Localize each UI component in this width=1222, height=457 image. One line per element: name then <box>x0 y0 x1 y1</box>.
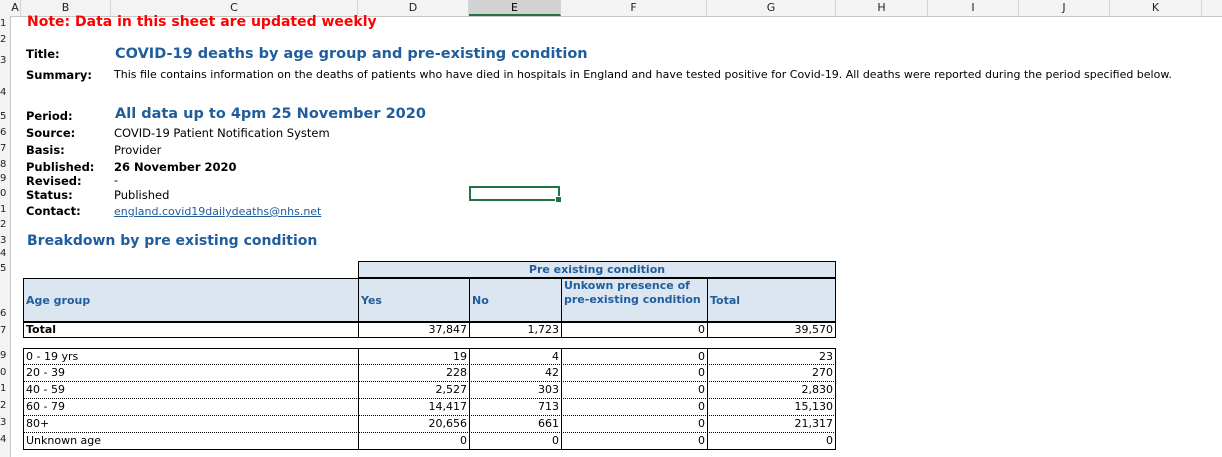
row-header[interactable]: 0 <box>0 367 7 378</box>
row-header[interactable]: 4 <box>0 434 7 445</box>
table-cell-yes: 19 <box>358 348 470 365</box>
total-header <box>707 278 836 322</box>
table-cell-unknown: 0 <box>561 348 708 365</box>
row-header[interactable]: 9 <box>0 173 7 184</box>
published-value: 26 November 2020 <box>114 160 237 174</box>
row-header[interactable]: 3 <box>0 417 7 428</box>
fill-handle[interactable] <box>555 196 562 203</box>
row-header[interactable]: 2 <box>0 400 7 411</box>
table-cell-age: 40 - 59 <box>23 382 359 399</box>
column-header-g[interactable]: G <box>707 0 836 16</box>
row-header[interactable]: 5 <box>0 111 7 122</box>
unknown-header-text: Unkown presence of pre-existing condition <box>564 279 701 306</box>
row-header[interactable]: 1 <box>0 383 7 394</box>
table-cell-yes: 0 <box>358 433 470 450</box>
summary-label: Summary: <box>26 68 92 82</box>
table-cell-no: 0 <box>469 433 562 450</box>
table-cell-yes: 20,656 <box>358 416 470 433</box>
table-cell-age: 80+ <box>23 416 359 433</box>
table-cell-age: Unknown age <box>23 433 359 450</box>
yes-header <box>358 278 470 322</box>
table-cell-no: 713 <box>469 399 562 416</box>
row-header[interactable]: 4 <box>0 248 7 259</box>
table-cell-unknown: 0 <box>561 433 708 450</box>
table-cell-no: 661 <box>469 416 562 433</box>
no-header <box>469 278 562 322</box>
revised-label: Revised: <box>26 174 82 188</box>
table-cell-no: 42 <box>469 365 562 382</box>
row-header[interactable]: 1 <box>0 204 7 215</box>
row-header[interactable]: 2 <box>0 34 7 45</box>
table-cell-total: 0 <box>707 433 836 450</box>
age-group-header <box>23 278 359 322</box>
source-label: Source: <box>26 126 76 140</box>
selected-cell[interactable] <box>469 186 560 201</box>
contact-label: Contact: <box>26 204 81 218</box>
row-header[interactable]: 3 <box>0 235 7 246</box>
column-header-f[interactable]: F <box>561 0 707 16</box>
row-header[interactable]: 7 <box>0 143 7 154</box>
no-header-text: No <box>472 293 489 307</box>
period-value: All data up to 4pm 25 November 2020 <box>115 106 426 122</box>
row-header-strip <box>0 16 11 457</box>
pre-existing-condition-group-header: Pre existing condition <box>358 261 836 278</box>
row-header[interactable]: 4 <box>0 87 7 98</box>
title-value: COVID-19 deaths by age group and pre-existing condition <box>115 46 588 62</box>
table-cell-total: 270 <box>707 365 836 382</box>
table-cell-unknown: 0 <box>561 399 708 416</box>
column-header-h[interactable]: H <box>836 0 928 16</box>
table-cell-yes: 2,527 <box>358 382 470 399</box>
table-cell-total: 21,317 <box>707 416 836 433</box>
yes-header-text: Yes <box>361 293 382 307</box>
row-header[interactable]: 0 <box>0 188 7 199</box>
published-label: Published: <box>26 160 95 174</box>
status-label: Status: <box>26 188 73 202</box>
column-header-k[interactable]: K <box>1110 0 1202 16</box>
table-cell-yes: 228 <box>358 365 470 382</box>
total-row-label: Total <box>23 322 359 338</box>
source-value: COVID-19 Patient Notification System <box>114 126 330 140</box>
row-header[interactable]: 8 <box>0 159 7 170</box>
row-header[interactable]: 5 <box>0 263 7 274</box>
table-cell-no: 4 <box>469 348 562 365</box>
age-group-header-text: Age group <box>26 293 91 307</box>
column-header-b[interactable]: B <box>21 0 111 16</box>
row-header[interactable]: 1 <box>0 18 7 29</box>
row-header[interactable]: 6 <box>0 308 7 319</box>
table-cell-unknown: 0 <box>561 416 708 433</box>
weekly-update-note: Note: Data in this sheet are updated weekly <box>27 14 377 30</box>
basis-value: Provider <box>114 143 162 157</box>
table-cell-age: 0 - 19 yrs <box>23 348 359 365</box>
basis-label: Basis: <box>26 143 65 157</box>
row-header[interactable]: 2 <box>0 219 7 230</box>
status-value: Published <box>114 188 170 202</box>
column-header-d[interactable]: D <box>358 0 469 16</box>
total-row-unknown: 0 <box>561 322 708 338</box>
total-row-no: 1,723 <box>469 322 562 338</box>
total-header-text: Total <box>710 293 741 307</box>
table-cell-yes: 14,417 <box>358 399 470 416</box>
table-cell-total: 23 <box>707 348 836 365</box>
table-cell-total: 15,130 <box>707 399 836 416</box>
table-cell-unknown: 0 <box>561 382 708 399</box>
column-header-j[interactable]: J <box>1019 0 1110 16</box>
unknown-header <box>561 278 708 322</box>
row-header[interactable]: 6 <box>0 127 7 138</box>
row-header[interactable]: 9 <box>0 350 7 361</box>
table-cell-age: 60 - 79 <box>23 399 359 416</box>
table-cell-age: 20 - 39 <box>23 365 359 382</box>
row-header[interactable]: 3 <box>0 55 7 66</box>
total-row-total: 39,570 <box>707 322 836 338</box>
title-label: Title: <box>26 47 60 61</box>
period-label: Period: <box>26 109 73 123</box>
section-title: Breakdown by pre existing condition <box>27 233 318 249</box>
revised-value: - <box>114 173 119 187</box>
table-cell-unknown: 0 <box>561 365 708 382</box>
table-cell-no: 303 <box>469 382 562 399</box>
table-cell-total: 2,830 <box>707 382 836 399</box>
column-header-e[interactable]: E <box>469 0 561 16</box>
column-header-i[interactable]: I <box>928 0 1019 16</box>
column-header-c[interactable]: C <box>111 0 358 16</box>
contact-email-link[interactable]: england.covid19dailydeaths@nhs.net <box>114 205 322 218</box>
row-header[interactable]: 7 <box>0 325 7 336</box>
summary-value: This file contains information on the deaths of patients who have died in hospitals in England and have tested positive for Covid-19. All deaths were reported during the period specified below. <box>114 68 1172 81</box>
total-row-yes: 37,847 <box>358 322 470 338</box>
column-header-a[interactable]: A <box>10 0 21 16</box>
